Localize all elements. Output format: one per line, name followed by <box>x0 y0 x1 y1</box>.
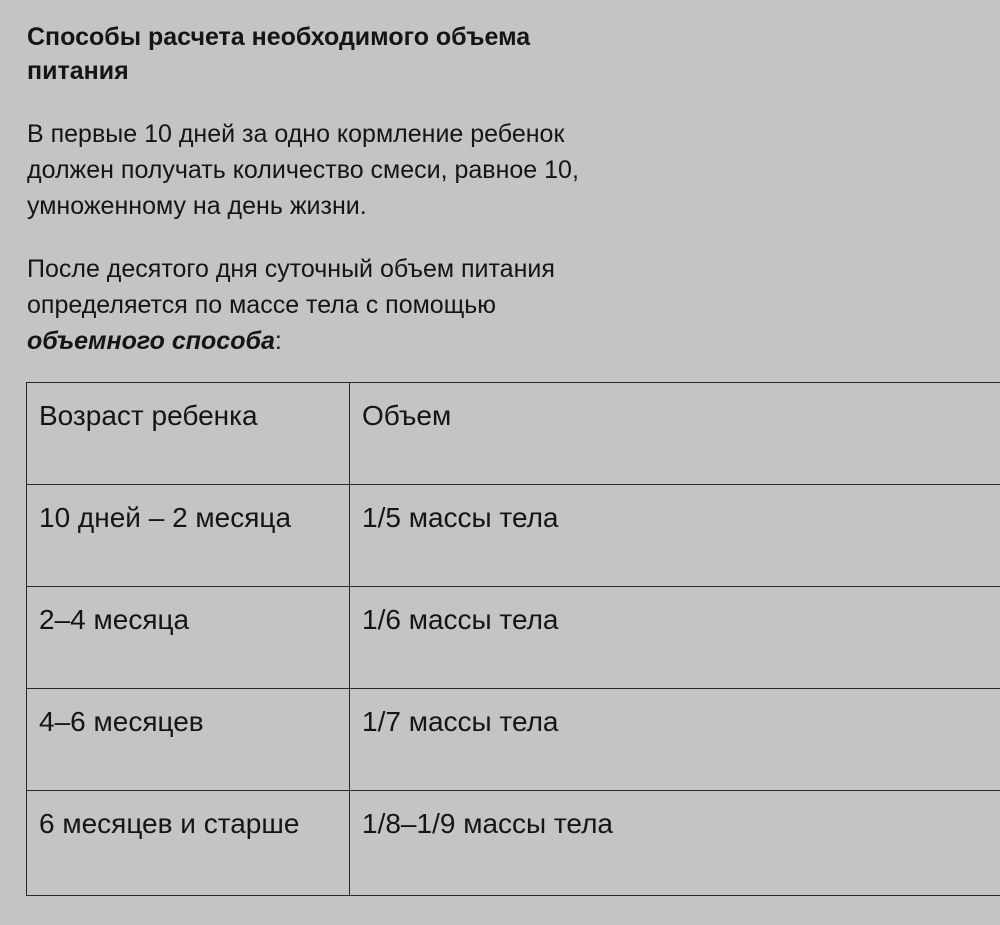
method-line-1: После десятого дня суточный объем питания <box>27 255 555 283</box>
cell-age: 4–6 месяцев <box>27 689 350 791</box>
table-row <box>27 485 1000 587</box>
header-age: Возраст ребенка <box>27 383 350 485</box>
header-volume: Объем <box>350 383 1000 485</box>
intro-line-1: В первые 10 дней за одно кормление ребенок <box>27 120 565 148</box>
cell-volume: 1/5 массы тела <box>350 485 1000 587</box>
table-header-row <box>27 383 1000 485</box>
table-row <box>27 689 1000 791</box>
heading-line-2: питания <box>27 57 129 85</box>
section-heading <box>27 20 587 88</box>
intro-line-3: умноженному на день жизни. <box>27 192 367 220</box>
method-colon: : <box>274 327 282 355</box>
cell-age: 10 дней – 2 месяца <box>27 485 350 587</box>
cell-volume: 1/7 массы тела <box>350 689 1000 791</box>
cell-volume: 1/6 массы тела <box>350 587 1000 689</box>
intro-line-2: должен получать количество смеси, равное 10, <box>27 156 579 184</box>
table-row <box>27 791 1000 896</box>
feeding-volume-table <box>26 382 1000 896</box>
cell-age: 6 месяцев и старше <box>27 791 350 896</box>
cell-volume: 1/8–1/9 массы тела <box>350 791 1000 896</box>
method-paragraph <box>27 251 647 359</box>
method-line-2: определяется по массе тела с помощью <box>27 291 497 319</box>
table-row <box>27 587 1000 689</box>
cell-age: 2–4 месяца <box>27 587 350 689</box>
volume-method-emphasis: объемного способа <box>27 327 275 355</box>
intro-paragraph <box>27 116 647 224</box>
heading-line-1: Способы расчета необходимого объема <box>27 23 531 51</box>
